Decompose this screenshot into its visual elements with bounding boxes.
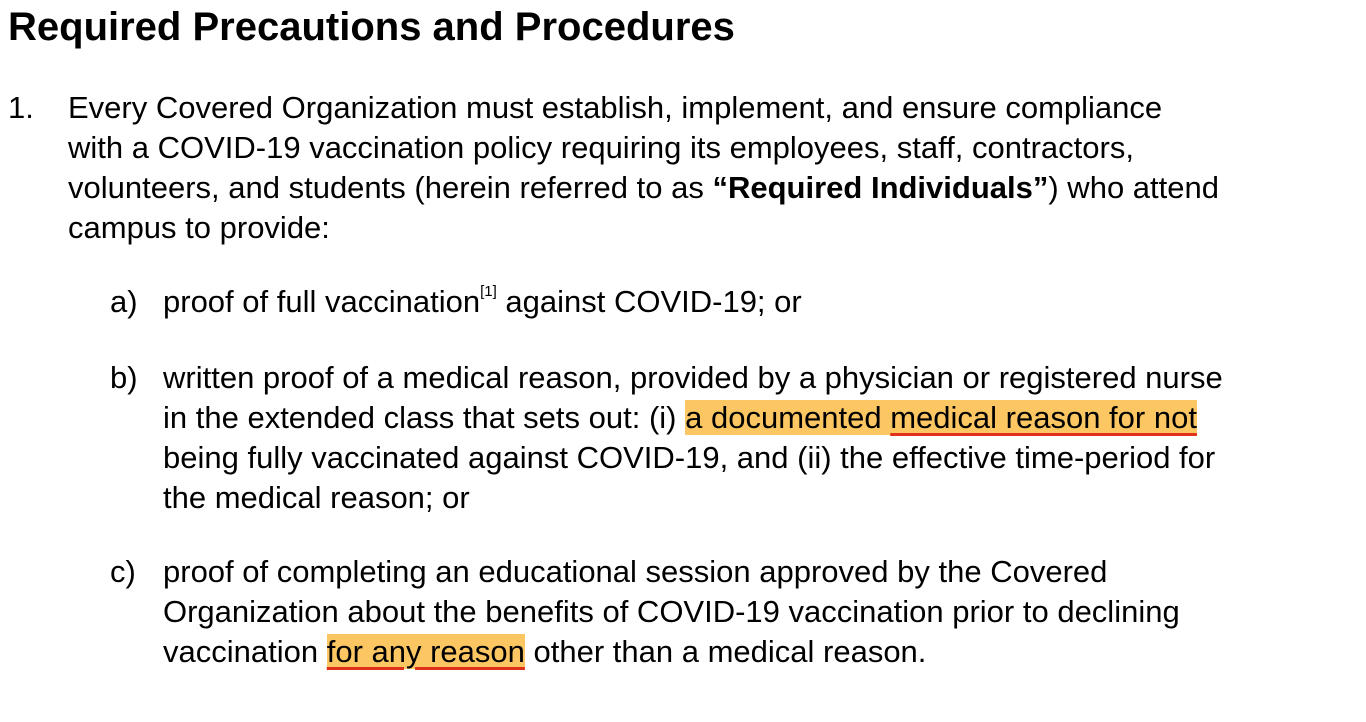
highlight-documented-medical-reason — [685, 400, 1197, 435]
sub-item-c-line-1: proof of completing an educational session approved by the Covered — [163, 554, 1108, 589]
sub-item-c-marker: c) — [110, 554, 136, 589]
item-1-line-2: with a COVID-19 vaccination policy requiring its employees, staff, contractors, — [68, 130, 1134, 165]
sub-item-a-marker: a) — [110, 284, 138, 319]
highlight-for-any-reason: for any reason — [326, 634, 525, 669]
sub-item-b-line-1: written proof of a medical reason, provided by a physician or registered nurse — [163, 360, 1223, 395]
sub-item-a-line-1 — [163, 282, 1358, 322]
sub-item-c-line-3 — [163, 632, 1358, 672]
highlight-plain-text: a documented — [685, 400, 891, 435]
underlined-medical-reason-for-not: medical reason for not — [890, 400, 1197, 435]
sub-item-a-text — [163, 282, 1358, 322]
sub-item-c-line-3-start: vaccination — [163, 634, 327, 669]
item-1-text — [68, 88, 1363, 248]
sub-item-b-marker: b) — [110, 360, 138, 395]
sub-item-b-line-2 — [163, 398, 1358, 438]
sub-item-b-line-4: the medical reason; or — [163, 480, 470, 515]
sub-item-c-text — [163, 552, 1358, 672]
sub-item-b-line-3: being fully vaccinated against COVID-19, and (ii) the effective time-period for — [163, 440, 1216, 475]
item-1-line-1: Every Covered Organization must establish, implement, and ensure compliance — [68, 90, 1163, 125]
item-1-number: 1. — [8, 90, 34, 125]
sub-item-c-line-2: Organization about the benefits of COVID-19 vaccination prior to declining — [163, 594, 1180, 629]
document-heading: Required Precautions and Procedures — [8, 5, 735, 49]
item-1-line-3 — [68, 168, 1363, 208]
sub-item-b-text — [163, 358, 1358, 518]
required-individuals-term: “Required Individuals” — [712, 170, 1049, 205]
footnote-reference[interactable]: [1] — [480, 283, 497, 300]
sub-item-b-line-2-start: in the extended class that sets out: (i) — [163, 400, 686, 435]
sub-item-a-end: against COVID-19; or — [496, 284, 802, 319]
sub-item-c-line-3-end: other than a medical reason. — [524, 634, 927, 669]
sub-item-a-start: proof of full vaccination — [163, 284, 481, 319]
item-1-line-4: campus to provide: — [68, 210, 330, 245]
item-1-line-3-end: ) who attend — [1048, 170, 1219, 205]
item-1-line-3-start: volunteers, and students (herein referred to as — [68, 170, 713, 205]
